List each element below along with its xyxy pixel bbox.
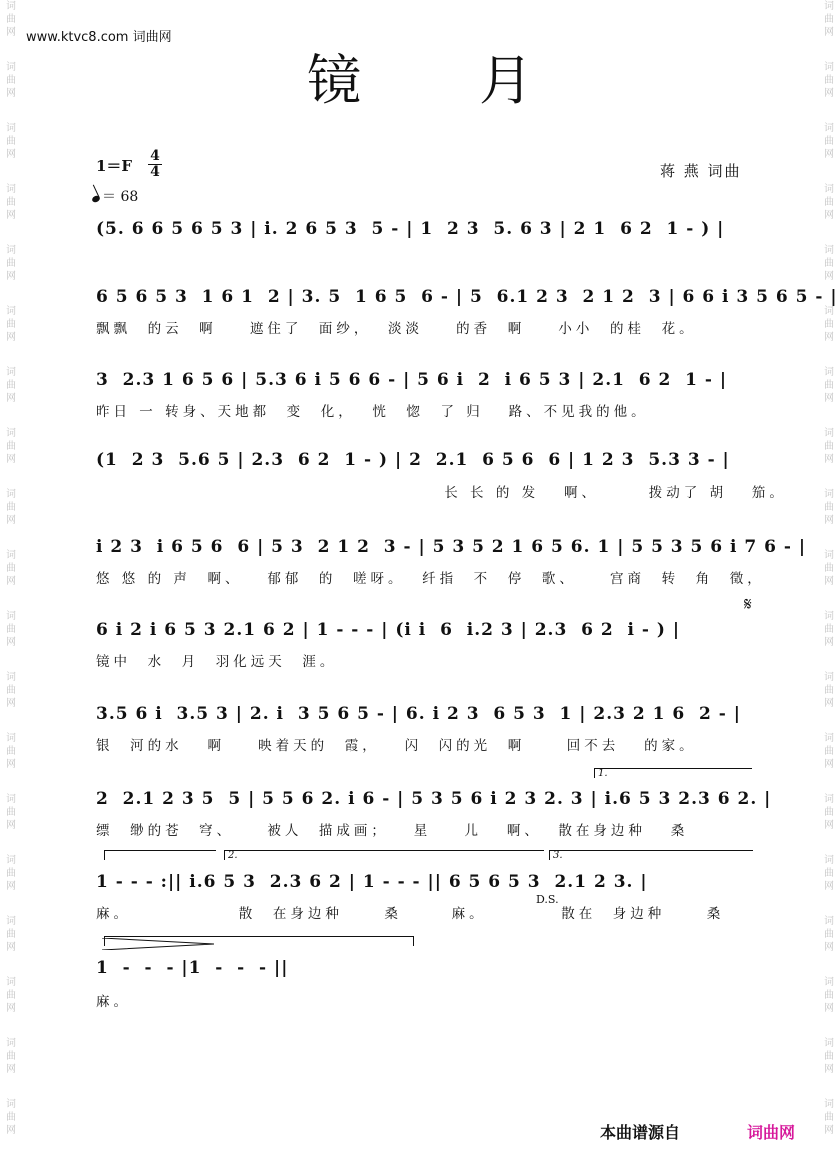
segno-icon: 𝄋 [744,594,752,615]
author-credit: 蒋 燕 词曲 [660,162,742,180]
volta-label-2: 2. [228,850,238,861]
song-title: 镜月 [307,49,651,112]
score-row-2-notes: 6 5 6 5 3 1 6 1 2 | 3. 5 1 6 5 6 - | 5 6.1 2 3 2 1 2 3 | 6 6 i 3 5 6 5 - | [96,287,838,307]
volta-label-3: 3. [553,850,563,861]
score-row-5-lyrics: 悠 悠 的 声 啊、 郁郁 的 嗟呀。 纤指 不 停 歌、 宫商 转 角 徵， [96,571,765,587]
volta-bracket-2 [224,850,544,851]
score-row-7-notes: 3.5 6 i 3.5 3 | 2. i 3 5 6 5 - | 6. i 2 3 6 5 3 1 | 2.3 2 1 6 2 - | [96,704,741,724]
footer-brand: 词曲网 [747,1123,796,1142]
watermark-left: 词 曲 网 词 曲 网 词 曲 网 词 曲 网 词 曲 网 词 曲 网 词 曲 网 词 曲 网 词 曲 网 词 曲 网 词 曲 网 词 曲 网 词 曲 网 词 曲 网 词 曲 网 词 曲 网 词 曲 网 词 曲 网 词 曲 网 [6,1,16,1136]
score-row-10-lyrics: 麻。 [96,994,131,1010]
volta-bracket-3 [549,850,753,851]
score-row-7-lyrics: 银 河的水 啊 映着天的 霞， 闪 闪的光 啊 回不去 的家。 [96,738,697,754]
score-row-8-notes: 2 2.1 2 3 5 5 | 5 5 6 2. i 6 - | 5 3 5 6 i 2 3 2. 3 | i.6 5 3 2.3 6 2. | [96,789,772,809]
score-row-10-notes: 1 - - - |1 - - - || [96,958,289,978]
score-row-2-lyrics: 飘飘 的云 啊 遮住了 面纱， 淡淡 的香 啊 小小 的桂 花。 [96,321,697,337]
score-row-3-lyrics: 昨日 一 转身、天地都 变 化， 恍 惚 了 归 路、不见我的他。 [96,404,649,420]
decrescendo-icon [102,938,214,950]
tempo-value: ＝ 68 [102,189,139,205]
score-row-5-notes: i 2 3 i 6 5 6 6 | 5 3 2 1 2 3 - | 5 3 5 2 1 6 5 6. 1 | 5 5 3 5 6 i 7 6 - | [96,537,807,557]
footer-source-label: 本曲谱源自 [600,1123,681,1142]
volta-label-1: 1. [598,768,608,779]
score-row-9-notes: 1 - - - :|| i.6 5 3 2.3 6 2 | 1 - - - || 6 5 6 5 3 2.1 2 3. | [96,872,648,892]
score-row-9-lyrics: 麻。 散 在身边种 桑 麻。 散在 身边种 桑 [96,906,725,922]
score-row-3-notes: 3 2.3 1 6 5 6 | 5.3 6 i 5 6 6 - | 5 6 i 2 i 6 5 3 | 2.1 6 2 1 - | [96,370,728,390]
score-row-6-lyrics: 镜中 水 月 羽化远天 涯。 [96,654,338,670]
time-bottom: 4 [150,164,160,180]
volta-bracket-1 [594,768,752,769]
time-signature [148,150,162,179]
time-top: 4 [150,148,160,164]
ds-marking: D.S. [536,893,559,906]
score-row-4-lyrics: 长 长 的 发 啊、 拨动了 胡 笳。 [96,485,787,501]
key-signature: 1＝F [96,157,133,175]
quarter-note-icon [91,195,101,204]
site-url: www.ktvc8.com 词曲网 [26,30,172,45]
score-row-1-notes: (5. 6 6 5 6 5 3 | i. 2 6 5 3 5 - | 1 2 3 5. 6 3 | 2 1 6 2 1 - ) | [96,219,725,239]
score-row-6-notes: 6 i 2 i 6 5 3 2.1 6 2 | 1 - - - | (i i 6 i.2 3 | 2.3 6 2 i - ) | [96,620,681,640]
volta-bracket-3-cont [104,936,414,937]
score-row-8-lyrics: 缥 缈的苍 穹、 被人 描成画； 星 儿 啊、 散在身边种 桑 [96,823,689,839]
watermark-right: 词 曲 网 词 曲 网 词 曲 网 词 曲 网 词 曲 网 词 曲 网 词 曲 网 词 曲 网 词 曲 网 词 曲 网 词 曲 网 词 曲 网 词 曲 网 词 曲 网 词 曲 网 词 曲 网 词 曲 网 词 曲 网 词 曲 网 [824,1,834,1136]
tempo-marking [92,186,138,206]
volta-bracket-1-cont [104,850,216,851]
score-row-4-notes: (1 2 3 5.6 5 | 2.3 6 2 1 - ) | 2 2.1 6 5 6 6 | 1 2 3 5.3 3 - | [96,450,730,470]
